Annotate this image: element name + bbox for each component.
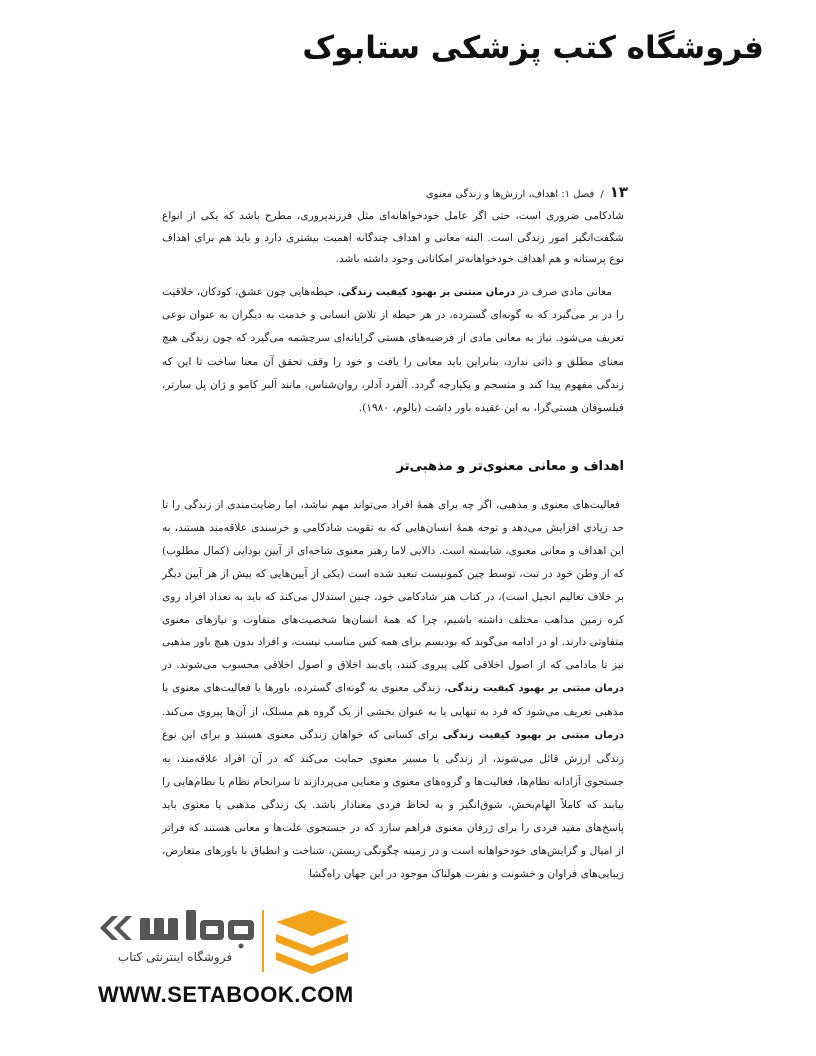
paragraph-1: شادکامی ضروری است، حتی اگر عامل خودخواهانه‌ای مثل فرزندپروری، مطرح باشد که یکی از انواع شگفت‌انگیز امور زندگی است. البته معانی و اهداف چندگانه اهمیت بیشتری دارد و باید هم برای اهداف نوع پرستانه و هم اهداف خودخواهانه‌تر امکاناتی وجود داشته باشد. — [162, 210, 624, 265]
paragraph-2-rest: ، حیطه‌هایی چون عشق، کودکان، خلاقیت را در بر می‌گیرد که به گونه‌ای گسترده، در هر حیطه از تلاش انسانی و خدمت به دیگران به عنوان نوعی تعریف می‌شود. نیاز به معانی مادی از فرضیه‌های هستی گرایانه‌ای سرچشمه می‌گیرد که چون زندگی هیچ معنای مطلق و ذاتی ندارد، بنابراین باید معانی را یافت و خود را وقف تحقق آن معنا ساخت تا این که زندگی مفهوم پیدا کند و منسجم و یکپارچه گردد. آلفرد آدلر، روان‌شناس، مانند آلبر کامو و ژان پل سارتر، فیلسوفان هستی‌گرا، به این عقیده باور داشت (یالوم، ۱۹۸۰). — [161, 286, 624, 415]
logo-divider — [262, 910, 264, 972]
paragraph-3-bold-1: درمان مبتنی بر بهبود کیفیت زندگی — [447, 683, 624, 695]
setabook-logo — [86, 904, 386, 1014]
paragraph-2 — [162, 281, 624, 420]
paragraph-3-part-c: برای کسانی که خواهان زندگی معنوی هستند و برای این نوع زندگی ارزش قائل می‌شوند، از زندگی یا مسیر معنوی حمایت می‌کند که در آن افراد علاقه‌مند، به جستجوی آزادانه نظام‌ها، فعالیت‌ها و گروه‌های معنوی و معنایی می‌پردازند تا سرانجام نظام یا نظام‌هایی را بیابند که کاملاً الهام‌بخش، شوق‌انگیز و به لحاظ فردی معنادار باشد. یک زندگی مذهبی یا معنوی باید پاسخ‌های مفید فردی را برای ژرفان معنوی فراهم سازد که در جستجوی علت‌ها و معانی هستند که فراتر از امیال و گرایش‌های خودخواهانه است و در زمینه چگونگی زیستن، شناخت و انطباق با باورهای متعارض، زیبایی‌های فراوان و خشونت و نفرت هولناک موجود در این جهان راه‌گشا — [162, 729, 624, 880]
paragraph-3-part-b: ، زندگی معنوی به گونه‌ای گسترده، باورها یا فعالیت‌های معنوی یا مذهبی تعریف می‌شود که فرد به تنهایی یا به عنوان بخشی از یک گروه هم مسلک، از آن‌ها پیروی می‌کند. — [162, 682, 624, 719]
header-separator: / — [600, 189, 604, 200]
paragraph-3-part-a: فعالیت‌های معنوی و مذهبی، اگر چه برای همهٔ افراد می‌تواند مهم نباشد، اما رضایت‌مندی از زندگی را تا حد زیادی افزایش می‌دهد و توجه همهٔ انسان‌هایی که به تقویت شادکامی و خرسندی علاقه‌مند هستند، به این اهداف و معانی معنوی، شایسته است. دالایی لاما رهبر معنوی شاخه‌ای از آیین بودایی (کمال مطلوب) که از وطن خود در تبت، توسط چین کمونیست تبعید شده است (یکی از آیین‌هایی که بیش از هر آیین دیگر بر خلاف تعالیم انجیل است)، در کتاب هنر شادکامی خود، چنین استدلال می‌کند که باید به تعداد افراد روی کره زمین مذاهب مختلف داشته باشیم، چرا که همهٔ انسان‌ها شخصیت‌های متفاوت و نیازهای معنوی متفاوتی دارند. او در ادامه می‌گوید که بودیسم برای همه کس مناسب نیست، و افراد بدون هیچ باور مذهبی نیز تا مادامی که از اصول اخلاقی کلی پیروی کنند، پای‌بند اخلاق و اصول اخلاقی محسوب می‌شوند. در — [162, 499, 624, 672]
paragraph-3 — [162, 494, 624, 885]
paragraph-2-bold: درمان مبتنی بر بهبود کیفیت زندگی — [341, 287, 516, 298]
paragraph-2-lead: معانی مادی صرف در — [515, 286, 612, 298]
book-stack-icon — [272, 908, 352, 980]
page-number: ۱۳ — [609, 183, 628, 201]
logo-wordmark-icon — [94, 906, 260, 950]
running-header — [150, 182, 628, 205]
store-title: فروشگاه کتب پزشکی ستابوک — [302, 30, 764, 66]
section-heading: اهداف و معانی معنوی‌تر و مذهبی‌تر — [396, 459, 624, 474]
paragraph-3-bold-2: درمان مبتنی بر بهبود کیفیت زندگی — [442, 730, 624, 742]
logo-subtitle: فروشگاه اینترنتی کتاب — [117, 950, 233, 964]
chapter-title: فصل ۱: اهداف، ارزش‌ها و زندگی معنوی — [425, 189, 595, 200]
website-url: WWW.SETABOOK.COM — [98, 982, 354, 1007]
